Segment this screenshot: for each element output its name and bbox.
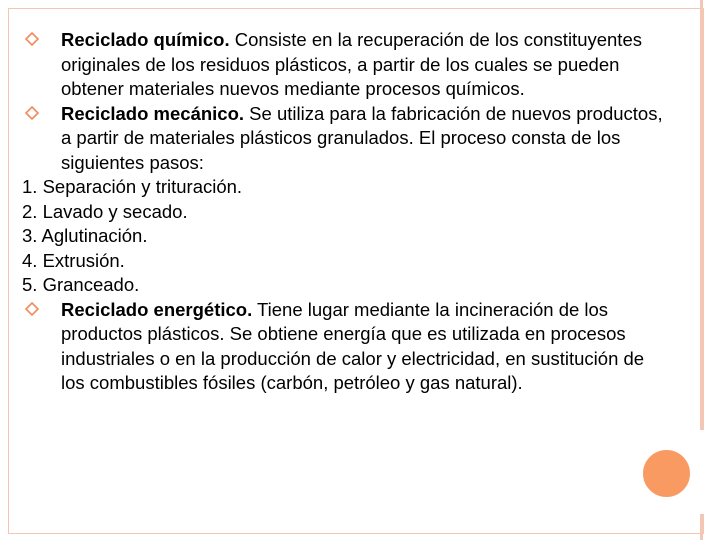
item-text: Se utiliza para la fabricación de nuevos productos, a partir de materiales plásticos granulados. El proceso consta de los siguientes pasos: bbox=[61, 102, 663, 173]
diamond-bullet-icon bbox=[25, 32, 41, 48]
step-item: 5. Granceado. bbox=[22, 274, 140, 295]
diamond-bullet-icon bbox=[25, 302, 41, 318]
item-heading: Reciclado energético. bbox=[61, 298, 253, 320]
item-heading: Reciclado químico. bbox=[61, 29, 230, 50]
item-heading: Reciclado mecánico. bbox=[61, 102, 245, 124]
step-item: 2. Lavado y secado. bbox=[22, 200, 188, 222]
slide-content bbox=[22, 28, 672, 396]
step-item: 4. Extrusión. bbox=[22, 249, 125, 271]
decorative-circle bbox=[640, 447, 693, 500]
list-item bbox=[22, 298, 672, 396]
item-text: Consiste en la recuperación de los constituyentes originales de los residuos plásticos, a partir de los cuales se pueden obtener materiales nuevos mediante procesos químicos. bbox=[61, 29, 642, 99]
diamond-bullet-icon bbox=[25, 106, 41, 122]
item-text: Tiene lugar mediante la incineración de los productos plásticos. Se obtiene energía que es utilizada en procesos industriales o en la producción de calor y electricidad, en sustitución de los combustibles fósiles (carbón, petróleo y gas natural). bbox=[61, 298, 645, 393]
step-item: 1. Separación y trituración. bbox=[22, 176, 243, 197]
list-item bbox=[22, 102, 672, 176]
step-item: 3. Aglutinación. bbox=[22, 225, 148, 246]
list-item bbox=[22, 28, 672, 102]
